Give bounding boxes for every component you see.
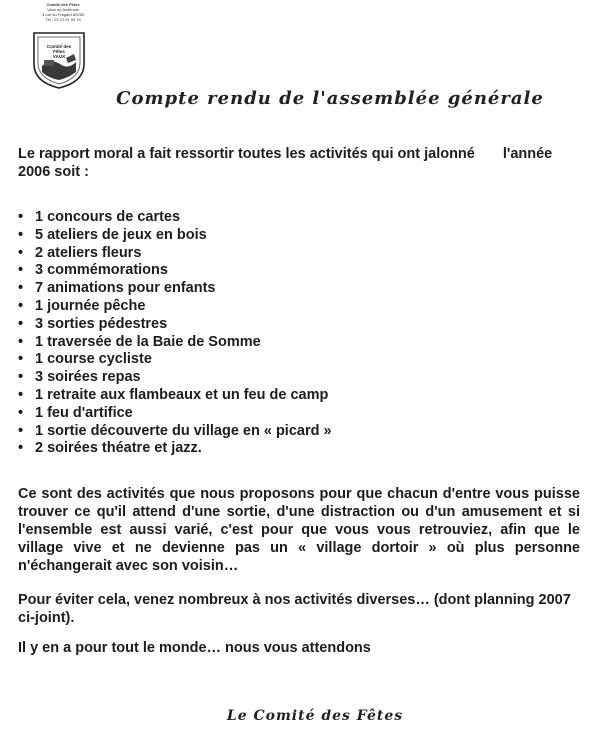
intro-line2: 2006 soit : bbox=[18, 164, 89, 180]
paragraph-closing: Il y en a pour tout le monde… nous vous attendons bbox=[18, 640, 371, 656]
list-item bbox=[18, 245, 538, 263]
activity-label: 1 course cycliste bbox=[35, 351, 152, 368]
list-item bbox=[18, 369, 538, 387]
bullet-icon: • bbox=[18, 262, 24, 279]
intro-paragraph bbox=[18, 145, 578, 181]
activity-label: 2 soirées théatre et jazz. bbox=[35, 440, 202, 457]
intro-part1: Le rapport moral a fait ressortir toutes les activités qui ont jalonné bbox=[18, 146, 475, 162]
header-line-town: Vaux en Amiénois bbox=[47, 7, 79, 12]
list-item bbox=[18, 405, 538, 423]
activity-label: 3 sorties pédestres bbox=[35, 315, 168, 332]
activity-label: 5 ateliers de jeux en bois bbox=[35, 226, 207, 243]
logo-line-3: VAUX bbox=[52, 54, 66, 59]
logo-line-1: Comité des bbox=[46, 44, 72, 49]
bullet-icon: • bbox=[18, 404, 24, 421]
paragraph-invitation: Pour éviter cela, venez nombreux à nos activités diverses… (dont planning 2007 ci-joint). bbox=[18, 592, 571, 626]
shield-logo bbox=[30, 30, 88, 90]
activity-label: 1 traversée de la Baie de Somme bbox=[35, 333, 261, 350]
bullet-icon: • bbox=[18, 386, 24, 403]
activity-label: 1 concours de cartes bbox=[35, 209, 181, 225]
logo-text bbox=[30, 44, 88, 59]
document-title: Compte rendu de l'assemblée générale bbox=[116, 88, 544, 109]
bullet-icon: • bbox=[18, 280, 24, 297]
list-item bbox=[18, 262, 538, 280]
list-item bbox=[18, 298, 538, 316]
activity-label: 1 feu d'artifice bbox=[35, 404, 133, 421]
list-item bbox=[18, 334, 538, 352]
bullet-icon: • bbox=[18, 244, 24, 261]
list-item bbox=[18, 280, 538, 298]
activity-label: 3 soirées repas bbox=[35, 369, 141, 386]
intro-part2: l'année bbox=[502, 146, 553, 162]
list-item bbox=[18, 423, 538, 441]
activity-label: 1 journée pêche bbox=[35, 297, 146, 314]
header-line-phone: Tél : 03 22 51 99 19 bbox=[45, 17, 81, 22]
paragraph-activities: Ce sont des activités que nous proposons pour que chacun d'entre vous puisse trouver ce qu'il attend d'une sortie, d'une distraction ou d'un amusement et si l'ensemble est aussi varié, c'est pour que vous vous retrouviez, afin que le village vive et ne devienne pas un « village dortoir » où plus personne n'échangerait avec son voisin… bbox=[18, 486, 580, 574]
signature: Le Comité des Fêtes bbox=[226, 708, 404, 724]
activities-list bbox=[18, 209, 538, 458]
bullet-icon: • bbox=[18, 209, 24, 225]
list-item bbox=[18, 440, 538, 458]
bullet-icon: • bbox=[18, 422, 24, 439]
shield-icon bbox=[30, 30, 88, 90]
header-address bbox=[36, 2, 90, 22]
activity-label: 1 sortie découverte du village en « picard » bbox=[35, 422, 332, 439]
bullet-icon: • bbox=[18, 226, 24, 243]
bullet-icon: • bbox=[18, 440, 24, 457]
header-line-street: 3 rue du Fragard 80260 bbox=[41, 12, 85, 17]
list-item bbox=[18, 209, 538, 227]
header-line-org: Comité des Fêtes bbox=[46, 2, 80, 7]
activity-label: 7 animations pour enfants bbox=[35, 280, 216, 297]
bullet-icon: • bbox=[18, 351, 24, 368]
list-item bbox=[18, 316, 538, 334]
activity-label: 2 ateliers fleurs bbox=[35, 244, 142, 261]
activity-label: 3 commémorations bbox=[35, 262, 168, 279]
bullet-icon: • bbox=[18, 297, 24, 314]
activity-label: 1 retraite aux flambeaux et un feu de camp bbox=[35, 386, 329, 403]
list-item bbox=[18, 227, 538, 245]
list-item bbox=[18, 351, 538, 369]
bullet-icon: • bbox=[18, 315, 24, 332]
logo-line-2: Fêtes bbox=[53, 49, 65, 54]
bullet-icon: • bbox=[18, 333, 24, 350]
bullet-icon: • bbox=[18, 369, 24, 386]
list-item bbox=[18, 387, 538, 405]
